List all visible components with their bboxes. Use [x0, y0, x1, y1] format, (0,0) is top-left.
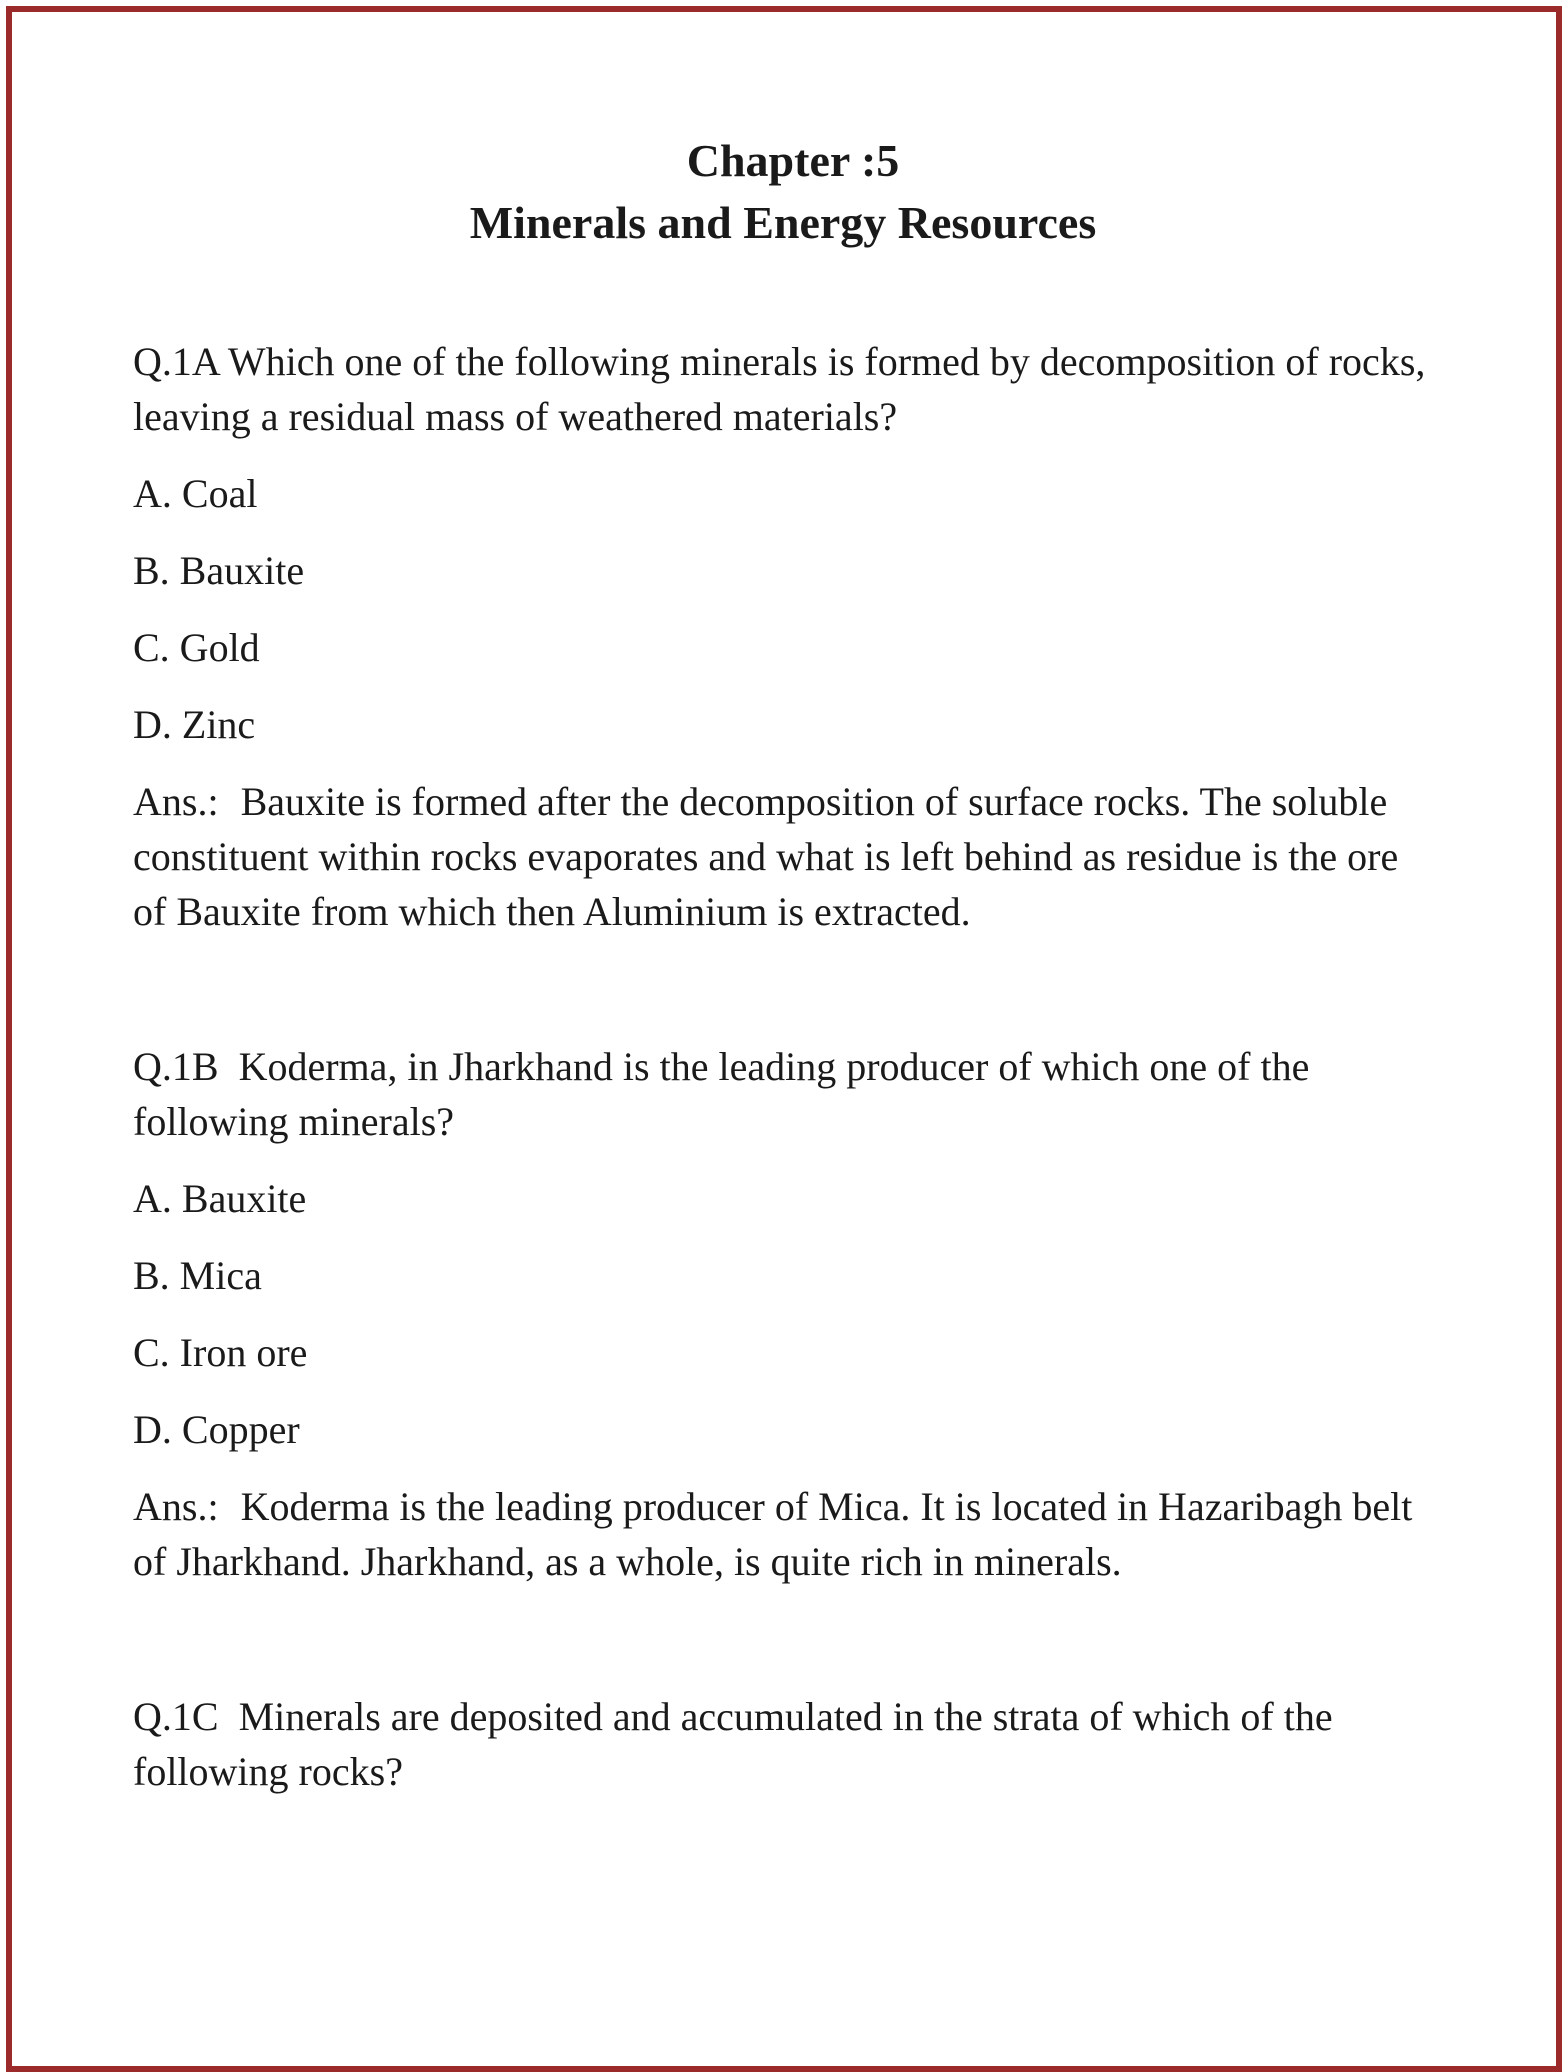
option-c: C. Gold	[133, 625, 260, 670]
question-q1a	[133, 334, 1433, 939]
question-number: Q.1A	[133, 339, 219, 384]
question-number: Q.1B	[133, 1044, 219, 1089]
question-body: Koderma, in Jharkhand is the leading producer of which one of the following minerals?	[133, 1044, 1310, 1144]
chapter-header	[133, 130, 1433, 254]
answer-text: Bauxite is formed after the decomposition of surface rocks. The soluble constituent within rocks evaporates and what is left behind as residue is the ore of Bauxite from which then Aluminium is extracted.	[133, 779, 1399, 934]
question-text	[133, 1039, 1433, 1149]
option-b: B. Mica	[133, 1253, 262, 1298]
chapter-title: Minerals and Energy Resources	[469, 197, 1097, 248]
option-c: C. Iron ore	[133, 1330, 308, 1375]
answer	[133, 1479, 1433, 1589]
option-b: B. Bauxite	[133, 548, 305, 593]
question-text	[133, 334, 1433, 444]
option-a: A. Coal	[133, 471, 258, 516]
answer	[133, 774, 1433, 939]
question-number: Q.1C	[133, 1694, 219, 1739]
question-body: Minerals are deposited and accumulated in the strata of which of the following rocks?	[133, 1694, 1333, 1794]
question-text	[133, 1689, 1433, 1799]
answer-label: Ans.:	[133, 779, 219, 824]
answer-label: Ans.:	[133, 1484, 219, 1529]
question-body: Which one of the following minerals is formed by decomposition of rocks, leaving a residual mass of weathered materials?	[133, 339, 1426, 439]
chapter-number: Chapter :5	[686, 135, 900, 186]
option-d: D. Zinc	[133, 702, 256, 747]
document-content	[133, 130, 1433, 1799]
question-q1b	[133, 1039, 1433, 1589]
question-q1c	[133, 1689, 1433, 1799]
option-d: D. Copper	[133, 1407, 300, 1452]
answer-text: Koderma is the leading producer of Mica. It is located in Hazaribagh belt of Jharkhand. Jharkhand, as a whole, is quite rich in minerals.	[133, 1484, 1413, 1584]
option-a: A. Bauxite	[133, 1176, 307, 1221]
